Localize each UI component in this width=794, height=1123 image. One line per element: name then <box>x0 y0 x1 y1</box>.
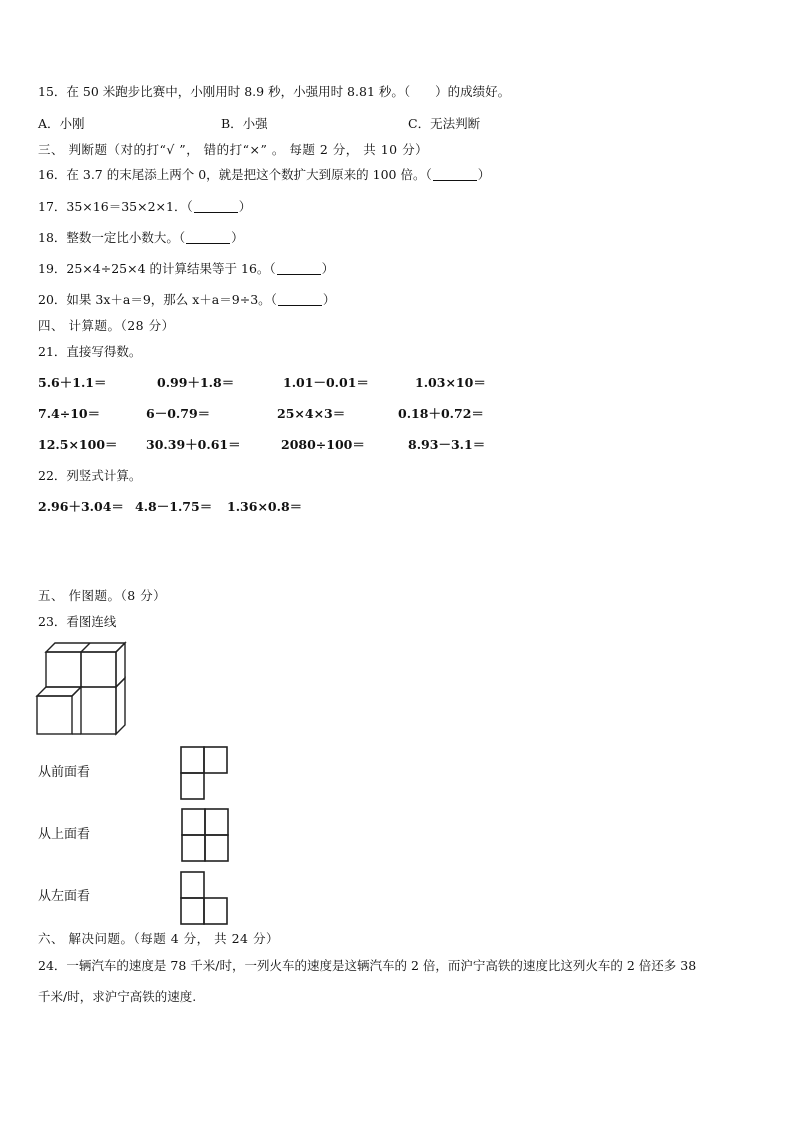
calc-item: 1.03×10＝ <box>415 375 486 390</box>
calc-item: 0.99＋1.8＝ <box>157 375 235 390</box>
view-label-front: 从前面看 <box>38 765 91 780</box>
calc-item: 30.39＋0.61＝ <box>146 437 241 452</box>
q17 <box>38 199 251 215</box>
q18-answer-blank[interactable] <box>186 231 230 244</box>
q20-close: ） <box>322 292 336 307</box>
section6-title: 六、 解决问题。（每题 4 分， 共 24 分） <box>38 931 279 946</box>
calc-item: 8.93－3.1＝ <box>408 437 486 452</box>
q20-answer-blank[interactable] <box>278 293 322 306</box>
q17-close: ） <box>238 199 252 214</box>
q17-answer-blank[interactable] <box>194 200 238 213</box>
calc-item: 12.5×100＝ <box>38 437 118 452</box>
q18-close: ） <box>231 230 244 245</box>
calc-item: 5.6＋1.1＝ <box>38 375 107 390</box>
q19-close: ） <box>321 261 335 276</box>
q16-text: 16．在 3.7 的末尾添上两个 0，就是把这个数扩大到原来的 100 倍。（ <box>38 167 432 182</box>
q15-option-b: B．小强 <box>221 116 268 131</box>
section5-title: 五、 作图题。（8 分） <box>38 588 167 603</box>
q19-text: 19．25×4÷25×4 的计算结果等于 16。（ <box>38 261 276 276</box>
view-label-top: 从上面看 <box>38 827 91 842</box>
q15-option-a: A．小刚 <box>38 116 85 131</box>
front-view-figure[interactable] <box>180 746 230 800</box>
view-label-left: 从左面看 <box>38 889 91 904</box>
q15-text: 15．在 50 米跑步比赛中，小刚用时 8.9 秒，小强用时 8.81 秒。（ ）的成绩好。 <box>38 84 511 99</box>
calc-item: 1.01－0.01＝ <box>283 375 369 390</box>
q15-option-c: C．无法判断 <box>408 116 481 131</box>
q18 <box>38 230 244 246</box>
q20 <box>38 292 335 308</box>
cube-stack-figure <box>38 640 138 740</box>
calc-item: 6－0.79＝ <box>146 406 211 421</box>
vertical-calc-item: 4.8－1.75＝ <box>135 499 213 514</box>
calc-item: 25×4×3＝ <box>277 406 346 421</box>
q23-title: 23．看图连线 <box>38 614 117 629</box>
calc-item: 7.4÷10＝ <box>38 406 101 421</box>
q21-title: 21．直接写得数。 <box>38 344 142 359</box>
section3-title: 三、 判断题（对的打“√ ”， 错的打“×” 。 每题 2 分， 共 10 分） <box>38 142 429 157</box>
q19 <box>38 261 334 277</box>
q22-title: 22．列竖式计算。 <box>38 468 142 483</box>
calc-item: 2080÷100＝ <box>281 437 365 452</box>
section4-title: 四、 计算题。（28 分） <box>38 318 175 333</box>
vertical-calc-item: 2.96＋3.04＝ <box>38 499 124 514</box>
q17-text: 17．35×16＝35×2×1．（ <box>38 199 193 214</box>
calc-item: 0.18＋0.72＝ <box>398 406 484 421</box>
q16-close: ） <box>477 167 491 182</box>
q24-line2: 千米/时，求沪宁高铁的速度. <box>38 989 197 1004</box>
q24-line1: 24．一辆汽车的速度是 78 千米/时，一列火车的速度是这辆汽车的 2 倍，而沪宁高铁的速度比这列火车的 2 倍还多 38 <box>38 958 697 973</box>
q18-text: 18．整数一定比小数大。（ <box>38 230 186 245</box>
left-view-figure[interactable] <box>180 871 230 925</box>
q20-text: 20．如果 3x＋a＝9，那么 x＋a＝9÷3。（ <box>38 292 277 307</box>
q16 <box>38 167 490 183</box>
q16-answer-blank[interactable] <box>433 168 477 181</box>
q19-answer-blank[interactable] <box>277 262 321 275</box>
top-view-figure[interactable] <box>181 808 231 862</box>
vertical-calc-item: 1.36×0.8＝ <box>227 499 303 514</box>
